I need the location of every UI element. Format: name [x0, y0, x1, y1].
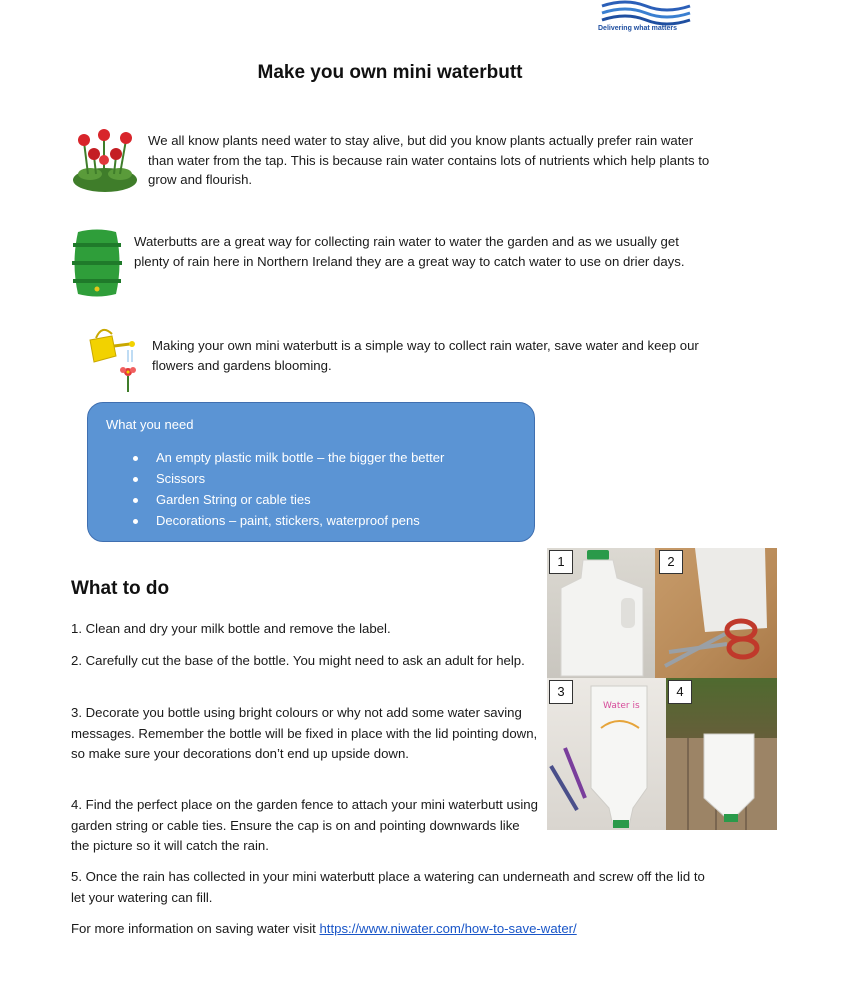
- step-photo-2: [655, 548, 777, 678]
- intro-paragraph-2: Waterbutts are a great way for collecting rain water to water the garden and as we usually get plenty of rain here in Northern Ireland they are a great way to catch water to use on drier days.: [134, 234, 685, 269]
- logo-tagline: Delivering what matters: [598, 25, 677, 32]
- step-1: 1. Clean and dry your milk bottle and remove the label.: [71, 621, 391, 636]
- step-3: 3. Decorate you bottle using bright colours or why not add some water saving messages. Remember the bottle will be fixed in place with the lid pointing down, so make sure your decorations don’t end up upside down.: [71, 705, 538, 761]
- page-title: Make you own mini waterbutt: [257, 62, 523, 83]
- need-item: An empty plastic milk bottle – the bigger the better: [88, 447, 444, 468]
- what-to-do-heading: What to do: [71, 578, 170, 599]
- step-photo-4: [666, 678, 777, 830]
- intro-paragraph-1: We all know plants need water to stay alive, but did you know plants actually prefer rain water than water from the tap. This is because rain water contains lots of nutrients which help plants to grow and flourish.: [148, 133, 710, 187]
- photo-label: 4: [668, 680, 692, 704]
- what-you-need-title: What you need: [106, 417, 194, 432]
- more-info-text: For more information on saving water visit: [71, 921, 320, 936]
- flower-pot-icon: [70, 128, 140, 196]
- step-2: 2. Carefully cut the base of the bottle. You might need to ask an adult for help.: [71, 653, 525, 668]
- need-item: Garden String or cable ties: [88, 489, 444, 510]
- photo-label: 3: [549, 680, 573, 704]
- niwater-link[interactable]: https://www.niwater.com/how-to-save-water/: [319, 921, 577, 936]
- watering-can-icon: [84, 322, 144, 394]
- svg-text:Water is: Water is: [603, 701, 640, 711]
- need-item: Decorations – paint, stickers, waterproof pens: [88, 510, 444, 531]
- more-info: [71, 919, 771, 939]
- photo-label: 1: [549, 550, 573, 574]
- step-5: 5. Once the rain has collected in your mini waterbutt place a watering can underneath and screw off the lid to let your watering can fill.: [71, 869, 705, 905]
- what-you-need-box: [87, 402, 535, 542]
- photo-label: 2: [659, 550, 683, 574]
- water-barrel-icon: [70, 228, 124, 298]
- need-item: Scissors: [88, 468, 444, 489]
- step-photo-1: [547, 548, 655, 678]
- intro-paragraph-3: Making your own mini waterbutt is a simple way to collect rain water, save water and keep our flowers and gardens blooming.: [152, 338, 699, 373]
- need-list: [88, 447, 444, 531]
- step-4: 4. Find the perfect place on the garden fence to attach your mini waterbutt using garden string or cable ties. Ensure the cap is on and pointing downwards like the picture so it will catch the rain.: [71, 797, 538, 853]
- step-photo-3: [547, 678, 666, 830]
